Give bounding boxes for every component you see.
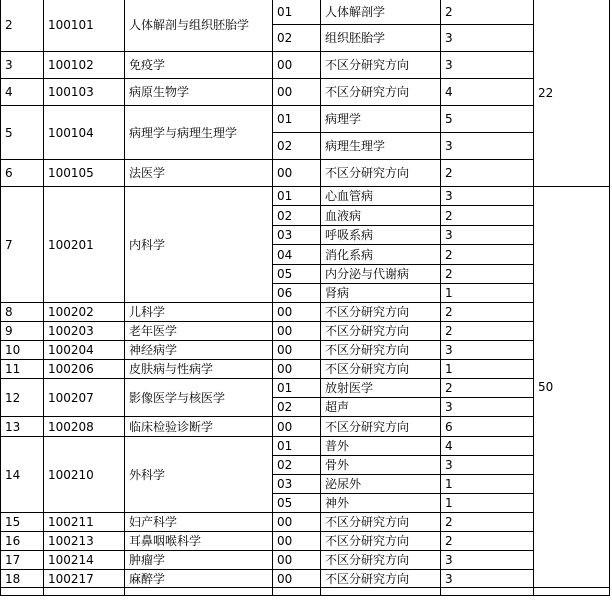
direction-name-cell: 不区分研究方向 xyxy=(321,160,441,187)
quota-cell: 3 xyxy=(441,398,534,417)
seq-cell: 7 xyxy=(1,187,44,303)
quota-cell: 3 xyxy=(441,133,534,160)
code-cell: 100102 xyxy=(44,52,125,79)
empty-cell xyxy=(273,588,321,596)
direction-name-cell: 心血管病 xyxy=(321,187,441,206)
table-row xyxy=(1,551,610,570)
direction-code-cell: 02 xyxy=(273,25,321,52)
major-name-cell: 影像医学与核医学 xyxy=(125,379,273,417)
total-quota-cell: 50 xyxy=(534,187,610,588)
direction-name-cell: 病理学 xyxy=(321,106,441,133)
quota-cell: 3 xyxy=(441,456,534,475)
quota-cell: 3 xyxy=(441,187,534,206)
major-name-cell: 免疫学 xyxy=(125,52,273,79)
direction-code-cell: 00 xyxy=(273,360,321,379)
quota-cell: 2 xyxy=(441,379,534,398)
code-cell: 100214 xyxy=(44,551,125,570)
quota-cell: 1 xyxy=(441,494,534,513)
direction-code-cell: 02 xyxy=(273,456,321,475)
quota-cell: 2 xyxy=(441,513,534,532)
direction-code-cell: 01 xyxy=(273,437,321,456)
direction-name-cell: 不区分研究方向 xyxy=(321,417,441,437)
major-name-cell: 临床检验诊断学 xyxy=(125,417,273,437)
table-row xyxy=(1,379,610,398)
major-name-cell: 儿科学 xyxy=(125,303,273,322)
direction-code-cell: 02 xyxy=(273,133,321,160)
direction-name-cell: 不区分研究方向 xyxy=(321,551,441,570)
direction-code-cell: 01 xyxy=(273,106,321,133)
empty-cell xyxy=(44,588,125,596)
seq-cell: 12 xyxy=(1,379,44,417)
code-cell: 100206 xyxy=(44,360,125,379)
quota-cell: 1 xyxy=(441,284,534,303)
direction-name-cell: 不区分研究方向 xyxy=(321,341,441,360)
direction-name-cell: 消化系病 xyxy=(321,245,441,265)
major-name-cell: 麻醉学 xyxy=(125,570,273,588)
direction-code-cell: 00 xyxy=(273,417,321,437)
table-row xyxy=(1,187,610,206)
major-name-cell: 老年医学 xyxy=(125,322,273,341)
major-name-cell: 病原生物学 xyxy=(125,79,273,106)
direction-code-cell: 00 xyxy=(273,160,321,187)
code-cell: 100204 xyxy=(44,341,125,360)
code-cell: 100202 xyxy=(44,303,125,322)
direction-code-cell: 00 xyxy=(273,551,321,570)
major-name-cell: 神经病学 xyxy=(125,341,273,360)
seq-cell: 14 xyxy=(1,437,44,513)
table-row xyxy=(1,513,610,532)
table-row xyxy=(1,79,610,106)
seq-cell: 15 xyxy=(1,513,44,532)
direction-code-cell: 06 xyxy=(273,284,321,303)
seq-cell: 6 xyxy=(1,160,44,187)
quota-cell: 2 xyxy=(441,245,534,265)
seq-cell: 11 xyxy=(1,360,44,379)
direction-name-cell: 不区分研究方向 xyxy=(321,360,441,379)
seq-cell: 10 xyxy=(1,341,44,360)
direction-code-cell: 01 xyxy=(273,187,321,206)
direction-name-cell: 病理生理学 xyxy=(321,133,441,160)
direction-code-cell: 04 xyxy=(273,245,321,265)
direction-code-cell: 05 xyxy=(273,494,321,513)
major-name-cell: 人体解剖与组织胚胎学 xyxy=(125,0,273,52)
direction-code-cell: 00 xyxy=(273,513,321,532)
table-row-cutoff xyxy=(1,588,610,596)
quota-cell: 2 xyxy=(441,303,534,322)
major-name-cell: 外科学 xyxy=(125,437,273,513)
direction-name-cell: 组织胚胎学 xyxy=(321,25,441,52)
direction-code-cell: 02 xyxy=(273,206,321,226)
direction-name-cell: 不区分研究方向 xyxy=(321,570,441,588)
seq-cell: 16 xyxy=(1,532,44,551)
code-cell: 100101 xyxy=(44,0,125,52)
table-row xyxy=(1,437,610,456)
quota-cell: 1 xyxy=(441,475,534,494)
seq-cell: 2 xyxy=(1,0,44,52)
code-cell: 100203 xyxy=(44,322,125,341)
direction-name-cell: 不区分研究方向 xyxy=(321,79,441,106)
quota-cell: 2 xyxy=(441,160,534,187)
table-row xyxy=(1,570,610,588)
seq-cell: 4 xyxy=(1,79,44,106)
major-name-cell: 内科学 xyxy=(125,187,273,303)
direction-code-cell: 00 xyxy=(273,532,321,551)
code-cell: 100208 xyxy=(44,417,125,437)
quota-cell: 2 xyxy=(441,532,534,551)
major-name-cell: 妇产科学 xyxy=(125,513,273,532)
quota-cell: 2 xyxy=(441,0,534,25)
total-quota-cell: 22 xyxy=(534,0,610,187)
quota-cell: 5 xyxy=(441,106,534,133)
direction-code-cell: 05 xyxy=(273,265,321,284)
table-row xyxy=(1,52,610,79)
seq-cell: 3 xyxy=(1,52,44,79)
code-cell: 100105 xyxy=(44,160,125,187)
direction-code-cell: 00 xyxy=(273,570,321,588)
quota-cell: 1 xyxy=(441,360,534,379)
direction-name-cell: 人体解剖学 xyxy=(321,0,441,25)
empty-cell xyxy=(321,588,441,596)
table-row xyxy=(1,160,610,187)
direction-code-cell: 02 xyxy=(273,398,321,417)
quota-cell: 2 xyxy=(441,206,534,226)
quota-cell: 3 xyxy=(441,25,534,52)
direction-name-cell: 不区分研究方向 xyxy=(321,303,441,322)
direction-name-cell: 呼吸系病 xyxy=(321,226,441,245)
quota-cell: 3 xyxy=(441,570,534,588)
direction-code-cell: 01 xyxy=(273,379,321,398)
direction-name-cell: 骨外 xyxy=(321,456,441,475)
major-name-cell: 肿瘤学 xyxy=(125,551,273,570)
quota-cell: 4 xyxy=(441,437,534,456)
empty-cell xyxy=(534,588,610,596)
table-row xyxy=(1,106,610,133)
quota-cell: 3 xyxy=(441,551,534,570)
table-row xyxy=(1,303,610,322)
table-row xyxy=(1,360,610,379)
direction-code-cell: 00 xyxy=(273,79,321,106)
quota-cell: 4 xyxy=(441,79,534,106)
major-name-cell: 耳鼻咽喉科学 xyxy=(125,532,273,551)
seq-cell: 8 xyxy=(1,303,44,322)
code-cell: 100217 xyxy=(44,570,125,588)
code-cell: 100207 xyxy=(44,379,125,417)
direction-name-cell: 内分泌与代谢病 xyxy=(321,265,441,284)
table-row xyxy=(1,322,610,341)
direction-code-cell: 03 xyxy=(273,226,321,245)
direction-code-cell: 00 xyxy=(273,341,321,360)
quota-cell: 2 xyxy=(441,265,534,284)
table-row xyxy=(1,341,610,360)
direction-name-cell: 肾病 xyxy=(321,284,441,303)
quota-cell: 3 xyxy=(441,226,534,245)
seq-cell: 5 xyxy=(1,106,44,160)
quota-cell: 3 xyxy=(441,341,534,360)
code-cell: 100103 xyxy=(44,79,125,106)
quota-cell: 3 xyxy=(441,52,534,79)
direction-name-cell: 血液病 xyxy=(321,206,441,226)
code-cell: 100201 xyxy=(44,187,125,303)
empty-cell xyxy=(441,588,534,596)
empty-cell xyxy=(1,588,44,596)
quota-cell: 2 xyxy=(441,322,534,341)
seq-cell: 17 xyxy=(1,551,44,570)
direction-name-cell: 普外 xyxy=(321,437,441,456)
seq-cell: 18 xyxy=(1,570,44,588)
code-cell: 100211 xyxy=(44,513,125,532)
major-name-cell: 法医学 xyxy=(125,160,273,187)
direction-name-cell: 不区分研究方向 xyxy=(321,52,441,79)
direction-code-cell: 00 xyxy=(273,52,321,79)
direction-name-cell: 不区分研究方向 xyxy=(321,513,441,532)
empty-cell xyxy=(125,588,273,596)
code-cell: 100213 xyxy=(44,532,125,551)
direction-name-cell: 神外 xyxy=(321,494,441,513)
direction-code-cell: 00 xyxy=(273,322,321,341)
direction-name-cell: 不区分研究方向 xyxy=(321,322,441,341)
direction-code-cell: 00 xyxy=(273,303,321,322)
table-row xyxy=(1,532,610,551)
direction-code-cell: 01 xyxy=(273,0,321,25)
code-cell: 100210 xyxy=(44,437,125,513)
code-cell: 100104 xyxy=(44,106,125,160)
direction-name-cell: 泌尿外 xyxy=(321,475,441,494)
quota-cell: 6 xyxy=(441,417,534,437)
direction-name-cell: 不区分研究方向 xyxy=(321,532,441,551)
table-row xyxy=(1,0,610,25)
seq-cell: 9 xyxy=(1,322,44,341)
seq-cell: 13 xyxy=(1,417,44,437)
direction-name-cell: 超声 xyxy=(321,398,441,417)
table-row xyxy=(1,417,610,437)
direction-code-cell: 03 xyxy=(273,475,321,494)
major-name-cell: 病理学与病理生理学 xyxy=(125,106,273,160)
direction-name-cell: 放射医学 xyxy=(321,379,441,398)
major-name-cell: 皮肤病与性病学 xyxy=(125,360,273,379)
